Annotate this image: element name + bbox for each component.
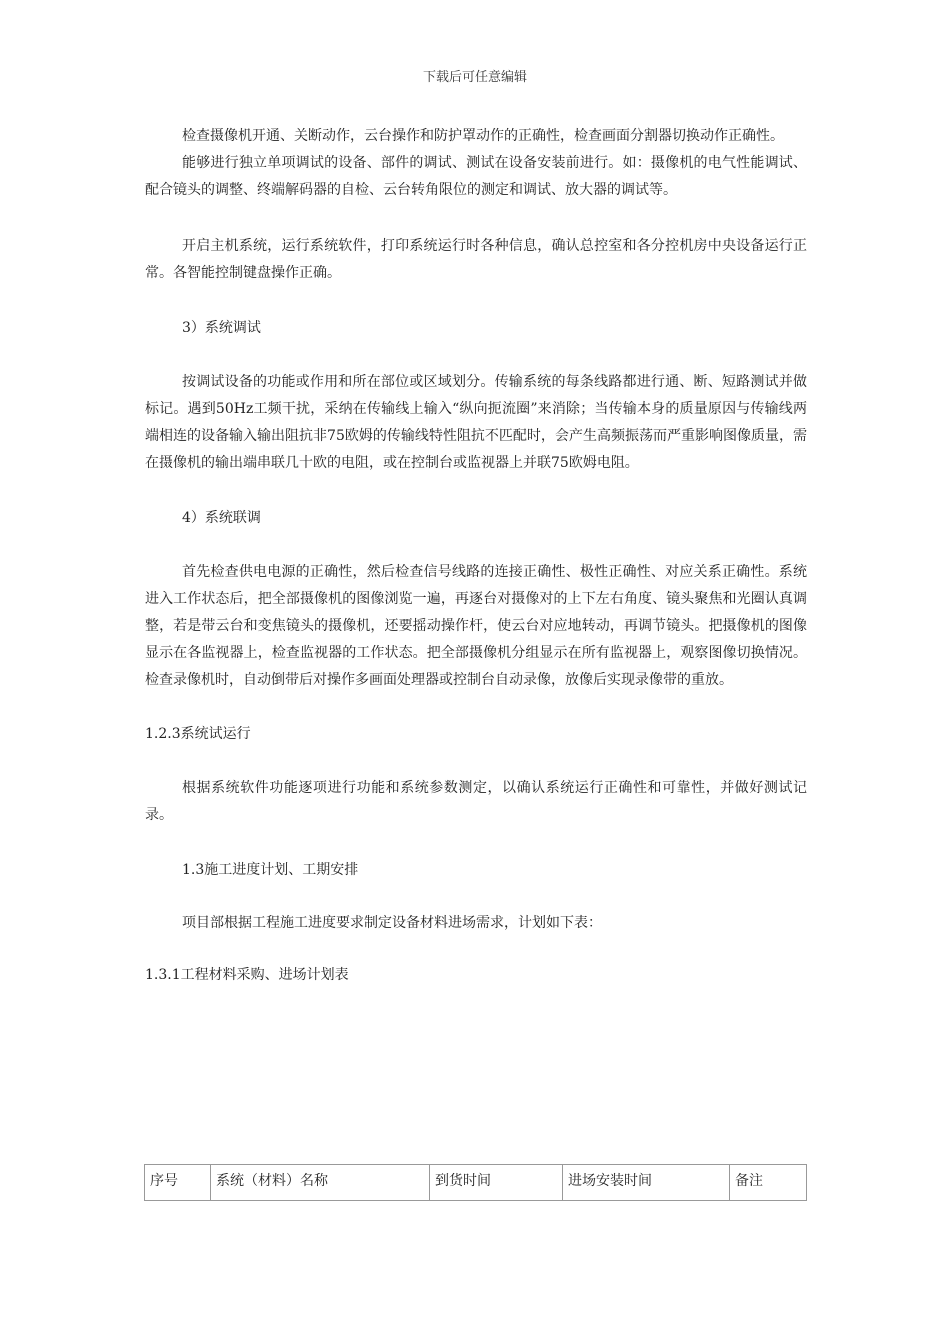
paragraph-schedule: 项目部根据工程施工进度要求制定设备材料进场需求，计划如下表： [182, 915, 602, 931]
paragraph-camera-check: 检查摄像机开通、关断动作，云台操作和防护罩动作的正确性，检查画面分割器切换动作正确性。 [182, 128, 784, 144]
col-serial: 序号 [145, 1165, 211, 1201]
col-arrival-time: 到货时间 [430, 1165, 563, 1201]
paragraph-joint-debug: 首先检查供电电源的正确性，然后检查信号线路的连接正确性、极性正确性、对应关系正确性。系统进入工作状态后，把全部摄像机的图像浏览一遍，再逐台对摄像对的上下左右角度、镜头聚焦和光圈认真调整，若是带云台和变焦镜头的摄像机，还要摇动操作杆，使云台对应地转动，再调节镜头。把摄像机的图像显示在各监视器上，检查监视器的工作状态。把全部摄像机分组显示在所有监视器上，观察图像切换情况。检查录像机时，自动倒带后对操作多画面处理器或控制台自动录像，放像后实现录像带的重放。 [145, 564, 807, 688]
material-plan-table [144, 1164, 807, 1201]
paragraph-transmission: 按调试设备的功能或作用和所在部位或区域划分。传输系统的每条线路都进行通、断、短路测试并做标记。遇到50Hz工频干扰，采纳在传输线上输入“纵向扼流圈”来消除；当传输本身的质量原因与传输线两端相连的设备输入输出阻抗非75欧姆的传输线特性阻抗不匹配时，会产生高频振荡而严重影响图像质量，需在摄像机的输出端串联几十欧的电阻，或在控制台或监视器上并联75欧姆电阻。 [145, 374, 807, 471]
heading-material-plan: 1.3.1工程材料采购、进场计划表 [145, 967, 349, 983]
heading-schedule: 1.3施工进度计划、工期安排 [182, 862, 359, 878]
paragraph-host-system: 开启主机系统，运行系统软件，打印系统运行时各种信息，确认总控室和各分控机房中央设备运行正常。各智能控制键盘操作正确。 [145, 238, 807, 281]
paragraph-trial-run: 根据系统软件功能逐项进行功能和系统参数测定，以确认系统运行正确性和可靠性，并做好测试记录。 [145, 780, 807, 823]
heading-system-joint-debug: 4）系统联调 [182, 510, 261, 526]
col-system-name: 系统（材料）名称 [211, 1165, 430, 1201]
heading-system-debug: 3）系统调试 [182, 320, 261, 336]
col-install-time: 进场安装时间 [563, 1165, 730, 1201]
page-header: 下载后可任意编辑 [422, 70, 527, 85]
document-body [145, 123, 807, 987]
heading-trial-run: 1.2.3系统试运行 [145, 726, 251, 742]
table-header-row [145, 1165, 807, 1201]
col-remarks: 备注 [730, 1165, 807, 1201]
paragraph-unit-debug: 能够进行独立单项调试的设备、部件的调试、测试在设备安装前进行。如：摄像机的电气性能调试、配合镜头的调整、终端解码器的自检、云台转角限位的测定和调试、放大器的调试等。 [145, 155, 807, 198]
